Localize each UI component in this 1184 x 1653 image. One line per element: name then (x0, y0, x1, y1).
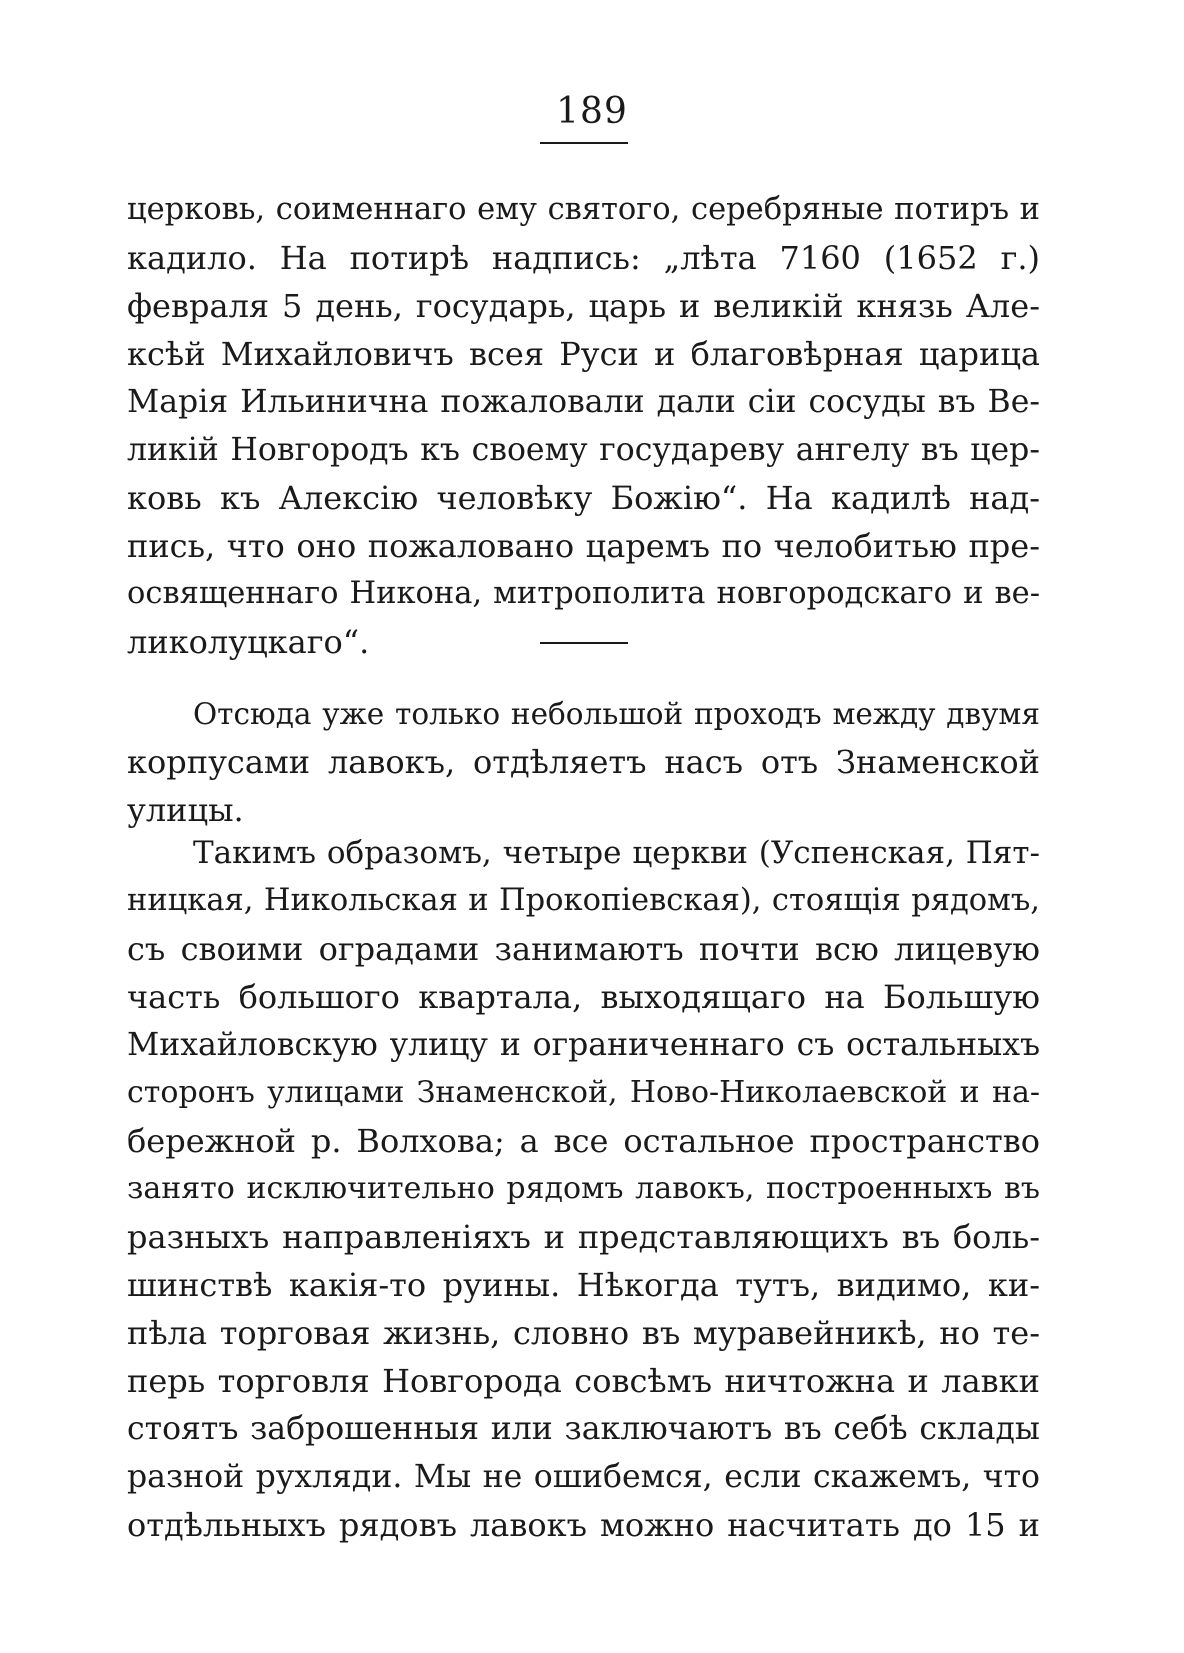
text-line: ковь къ Алексію человѣку Божію“. На кадилѣ над- (127, 479, 1040, 517)
text-line: занято исключительно рядомъ лавокъ, построенныхъ въ (127, 1171, 1040, 1206)
text-line: пись, что оно пожаловано царемъ по челобитью пре- (127, 527, 1040, 565)
text-line: церковь, соименнаго ему святого, серебряные потиръ и (127, 192, 1040, 227)
text-line: корпусами лавокъ, отдѣляетъ насъ отъ Знаменской (127, 743, 1040, 781)
paragraph-3 (127, 829, 1040, 1549)
text-line: ликій Новгородъ къ своему государеву ангелу въ цер- (127, 432, 1040, 468)
text-line: разной рухляди. Мы не ошибемся, если скажемъ, что (127, 1459, 1040, 1495)
text-line: освященнаго Никона, митрополита новгородскаго и ве- (127, 576, 1040, 611)
page-number-rule (540, 142, 628, 144)
text-line: съ своими оградами занимаютъ почти всю лицевую (127, 930, 1040, 968)
text-line: сторонъ улицами Знаменской, Ново-Николаевской и на- (127, 1075, 1040, 1110)
paragraph-2 (127, 690, 1040, 834)
paragraph-1 (127, 186, 1040, 666)
text-line: ксѣй Михайловичъ всея Руси и благовѣрная царица (127, 335, 1040, 373)
text-line: отдѣльныхъ рядовъ лавокъ можно насчитать до 15 и (127, 1506, 1040, 1544)
text-line: ницкая, Никольская и Прокопіевская), стоящія рядомъ, (127, 883, 1040, 918)
page-number: 189 (556, 91, 628, 132)
text-line: стоятъ заброшенныя или заключаютъ въ себѣ склады (127, 1411, 1040, 1447)
text-line: перь торговля Новгорода совсѣмъ ничтожна и лавки (127, 1362, 1040, 1400)
text-line: улицы. (127, 791, 244, 829)
text-line: шинствѣ какія-то руины. Нѣкогда тутъ, видимо, ки- (127, 1266, 1040, 1304)
section-divider (540, 642, 628, 644)
text-line: Марія Ильинична пожаловали дали сіи сосуды въ Ве- (127, 384, 1040, 420)
text-line: Такимъ образомъ, четыре церкви (Успенская, Пят- (193, 835, 1040, 871)
text-line: Отсюда уже только небольшой проходъ между двумя (193, 697, 1040, 731)
text-line: февраля 5 день, государь, царь и великій князь Але- (127, 287, 1040, 325)
text-line: часть большого квартала, выходящаго на Большую (127, 978, 1040, 1016)
text-line: Михайловскую улицу и ограниченнаго съ остальныхъ (127, 1027, 1040, 1063)
text-line: ликолуцкаго“. (127, 623, 370, 661)
text-line: разныхъ направленіяхъ и представляющихъ въ боль- (127, 1218, 1040, 1256)
text-line: кадило. На потирѣ надпись: „лѣта 7160 (1652 г.) (127, 239, 1040, 277)
text-line: пѣла торговая жизнь, словно въ муравейникѣ, но те- (127, 1314, 1040, 1352)
text-line: бережной р. Волхова; а все остальное пространство (127, 1122, 1040, 1160)
